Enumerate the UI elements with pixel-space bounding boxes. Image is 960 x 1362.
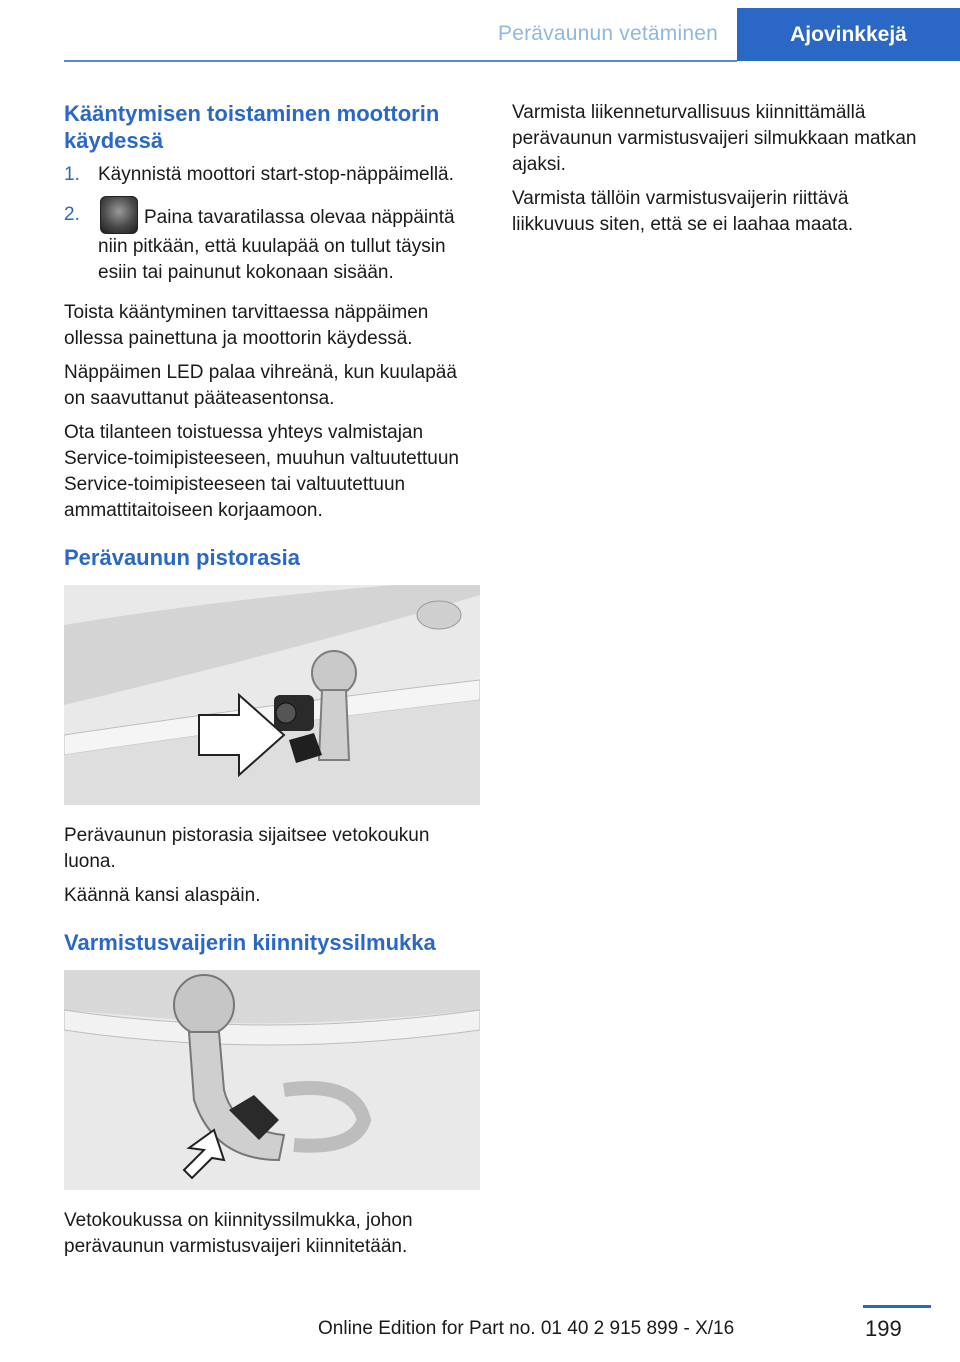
paragraph: Käännä kansi alaspäin.	[64, 885, 261, 906]
step-text: Käynnistä moottori start-stop-näppäimellä.	[98, 164, 454, 185]
step-item	[64, 162, 482, 188]
heading-safety-cable-loop: Varmistusvaijerin kiinnityssilmukka	[64, 930, 436, 955]
heading-trailer-socket: Perävaunun pistorasia	[64, 545, 300, 570]
paragraph: Varmista tällöin varmistusvaijerin riittävä liikkuvuus siten, että se ei laahaa maata.	[512, 188, 854, 235]
step-number: 1.	[64, 164, 80, 185]
trailer-socket-illustration	[64, 585, 480, 805]
step-item	[64, 202, 482, 286]
paragraph: Vetokoukussa on kiinnityssilmukka, johon perävaunun varmistusvaijeri kiinnitetään.	[64, 1210, 413, 1257]
paragraph: Varmista liikenneturvallisuus kiinnittämällä perävaunun varmistusvaijeri silmukkaan matkan ajaksi.	[512, 102, 917, 175]
heading-repeat-turning: Kääntymisen toistaminen moottorin käydessä	[64, 101, 440, 153]
header-section-title: Perävaunun vetäminen	[498, 22, 718, 45]
trunk-button-icon	[100, 196, 138, 234]
paragraph: Ota tilanteen toistuessa yhteys valmistajan Service-toimipisteeseen, muuhun valtuutettuun Service-toimipisteeseen tai valtuutettuun ammattitaitoiseen korjaamoon.	[64, 422, 460, 521]
step-text: Paina tavaratilassa olevaa näppäintä niin pitkään, että kuulapää on tullut täysin esiin tai painunut kokonaan sisään.	[98, 207, 455, 283]
left-column	[64, 100, 482, 1268]
paragraph: Näppäimen LED palaa vihreänä, kun kuulapää on saavuttanut pääteasentonsa.	[64, 362, 457, 409]
paragraph: Perävaunun pistorasia sijaitsee vetokoukun luona.	[64, 825, 430, 872]
step-number: 2.	[64, 204, 80, 225]
footer-edition: Online Edition for Part no. 01 40 2 915 899 - X/16	[318, 1318, 735, 1339]
footer-rule	[863, 1305, 931, 1308]
header-chapter-tab	[737, 8, 960, 61]
header-chapter-label: Ajovinkkejä	[790, 22, 907, 46]
header-rule	[64, 60, 737, 62]
page-number: 199	[865, 1316, 902, 1341]
right-column	[512, 100, 926, 246]
safety-cable-loop-illustration	[64, 970, 480, 1190]
paragraph: Toista kääntyminen tarvittaessa näppäimen ollessa painettuna ja moottorin käydessä.	[64, 302, 429, 349]
steps-list	[64, 162, 482, 286]
page-header	[0, 0, 960, 62]
